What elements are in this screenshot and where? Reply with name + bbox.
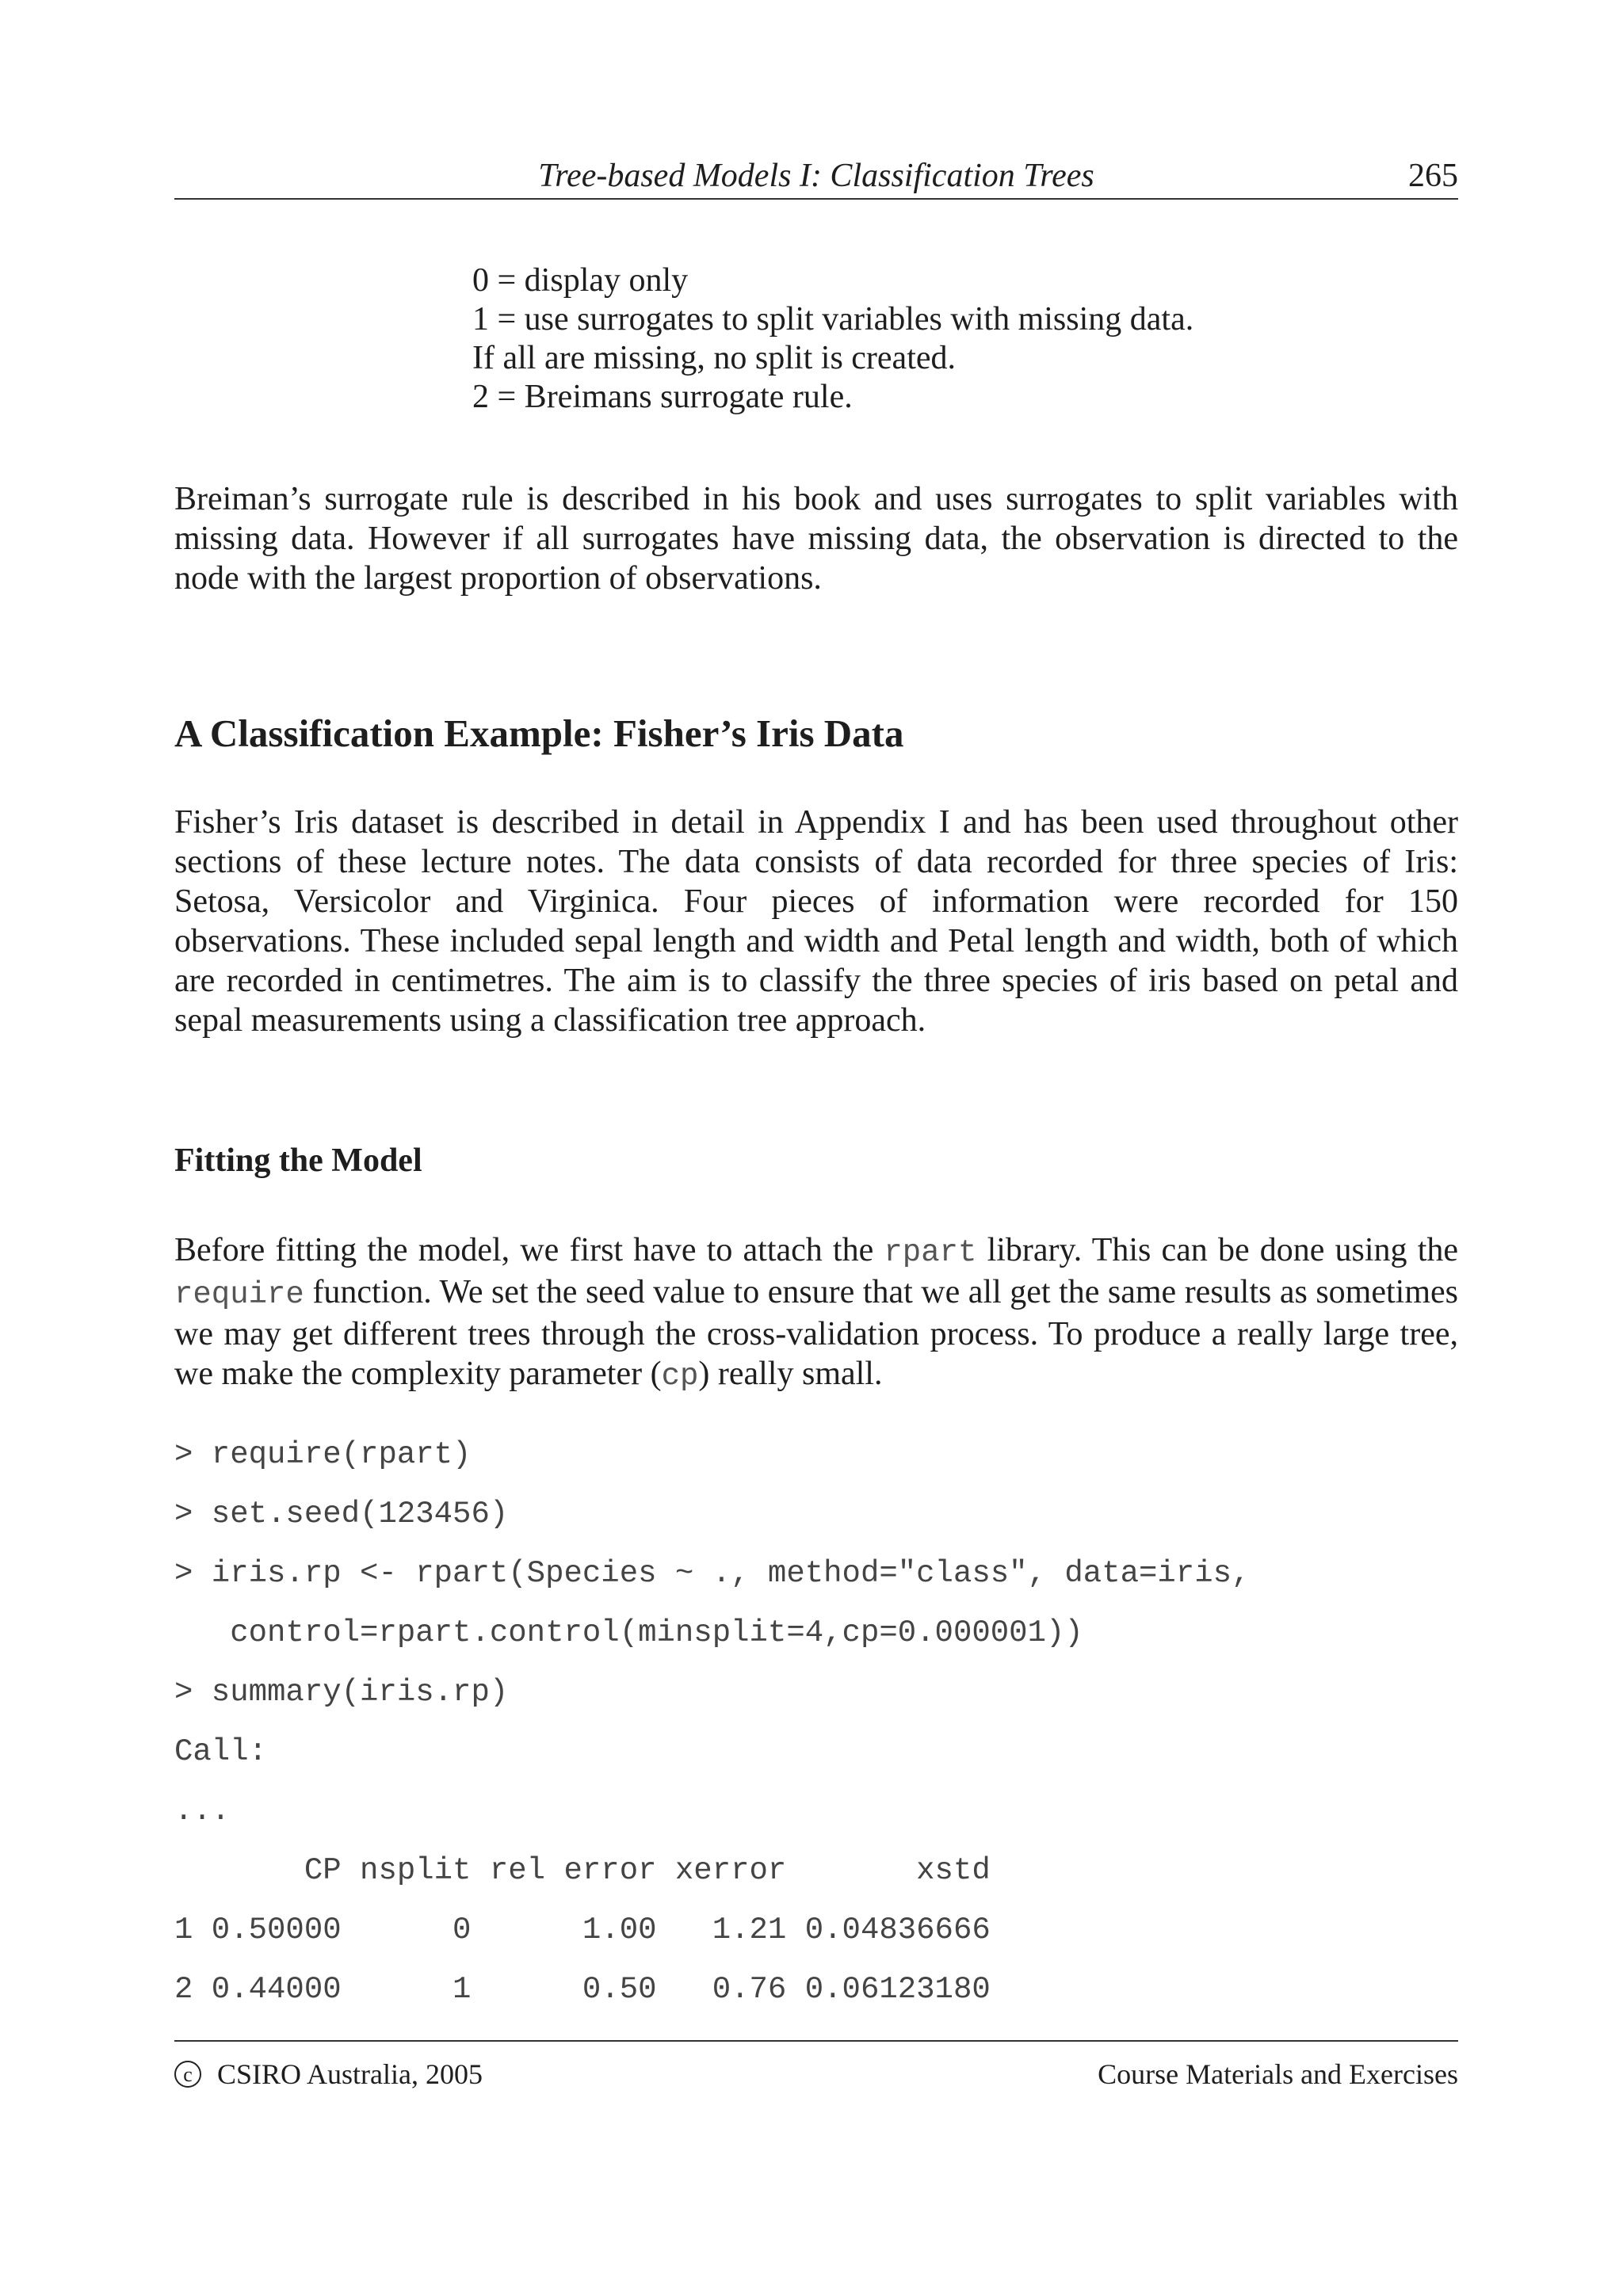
inline-code-cp: cp	[661, 1359, 699, 1394]
running-title: Tree-based Models I: Classification Trees	[538, 158, 1094, 194]
page-number: 265	[1408, 158, 1458, 194]
code-line: control=rpart.control(minsplit=4,cp=0.000001))	[174, 1615, 1083, 1650]
paragraph-text: function. We set the seed value to ensure that we all get the same results as sometimes we may get different trees through the cross-validation process. To produce a really large tree, we make the complexity parameter (	[174, 1274, 1458, 1392]
footer-right-text: Course Materials and Exercises	[1098, 2058, 1458, 2090]
iris-description-paragraph: Fisher’s Iris dataset is described in detail in Appendix I and has been used throughout other sections of these lecture notes. The data consists of data recorded for three species of Iris: Setosa, Versicolor and Virginica. Four pieces of information were recorded for 150 observations. These included sepal length and width and Petal length and width, both of which are recorded in centimetres. The aim is to classify the three species of iris based on petal and sepal measurements using a classification tree approach.	[174, 804, 1458, 1039]
fitting-paragraph	[174, 1230, 1458, 1396]
copyright-icon: c	[174, 2061, 201, 2088]
surrogate-rule-paragraph: Breiman’s surrogate rule is described in his book and uses surrogates to split variables with missing data. However if all surrogates have missing data, the observation is directed to the node with the largest proportion of observations.	[174, 481, 1458, 597]
footer-copyright	[174, 2058, 483, 2091]
option-line: 1 = use surrogates to split variables with missing data.	[472, 301, 1194, 338]
code-line: > set.seed(123456)	[174, 1497, 509, 1531]
subsection-heading: Fitting the Model	[174, 1142, 422, 1179]
surrogate-options-list	[472, 261, 1193, 417]
code-line: > summary(iris.rp)	[174, 1675, 509, 1710]
footer-left-text: CSIRO Australia, 2005	[217, 2058, 483, 2090]
option-line: 2 = Breimans surrogate rule.	[472, 379, 853, 415]
inline-code-rpart: rpart	[884, 1235, 977, 1270]
code-line: ...	[174, 1794, 231, 1829]
option-line: 0 = display only	[472, 262, 689, 299]
document-page	[174, 0, 1458, 2296]
paragraph-text: library. This can be done using the	[976, 1232, 1459, 1268]
running-header	[174, 151, 1458, 200]
paragraph-text: ) really small.	[698, 1356, 883, 1392]
option-line: If all are missing, no split is created.	[472, 340, 957, 376]
code-line: > require(rpart)	[174, 1437, 472, 1472]
section-heading: A Classification Example: Fisher’s Iris Data	[174, 711, 904, 755]
page-footer	[174, 2040, 1458, 2090]
code-line: 1 0.50000 0 1.00 1.21 0.04836666	[174, 1913, 991, 1947]
paragraph-text: Before fitting the model, we first have to attach the	[174, 1232, 884, 1268]
inline-code-require: require	[174, 1277, 304, 1312]
code-block	[174, 1436, 1458, 2030]
code-line: > iris.rp <- rpart(Species ~ ., method="class", data=iris,	[174, 1556, 1251, 1591]
code-line: CP nsplit rel error xerror xstd	[174, 1853, 991, 1888]
code-line: 2 0.44000 1 0.50 0.76 0.06123180	[174, 1972, 991, 2007]
code-line: Call:	[174, 1734, 268, 1769]
